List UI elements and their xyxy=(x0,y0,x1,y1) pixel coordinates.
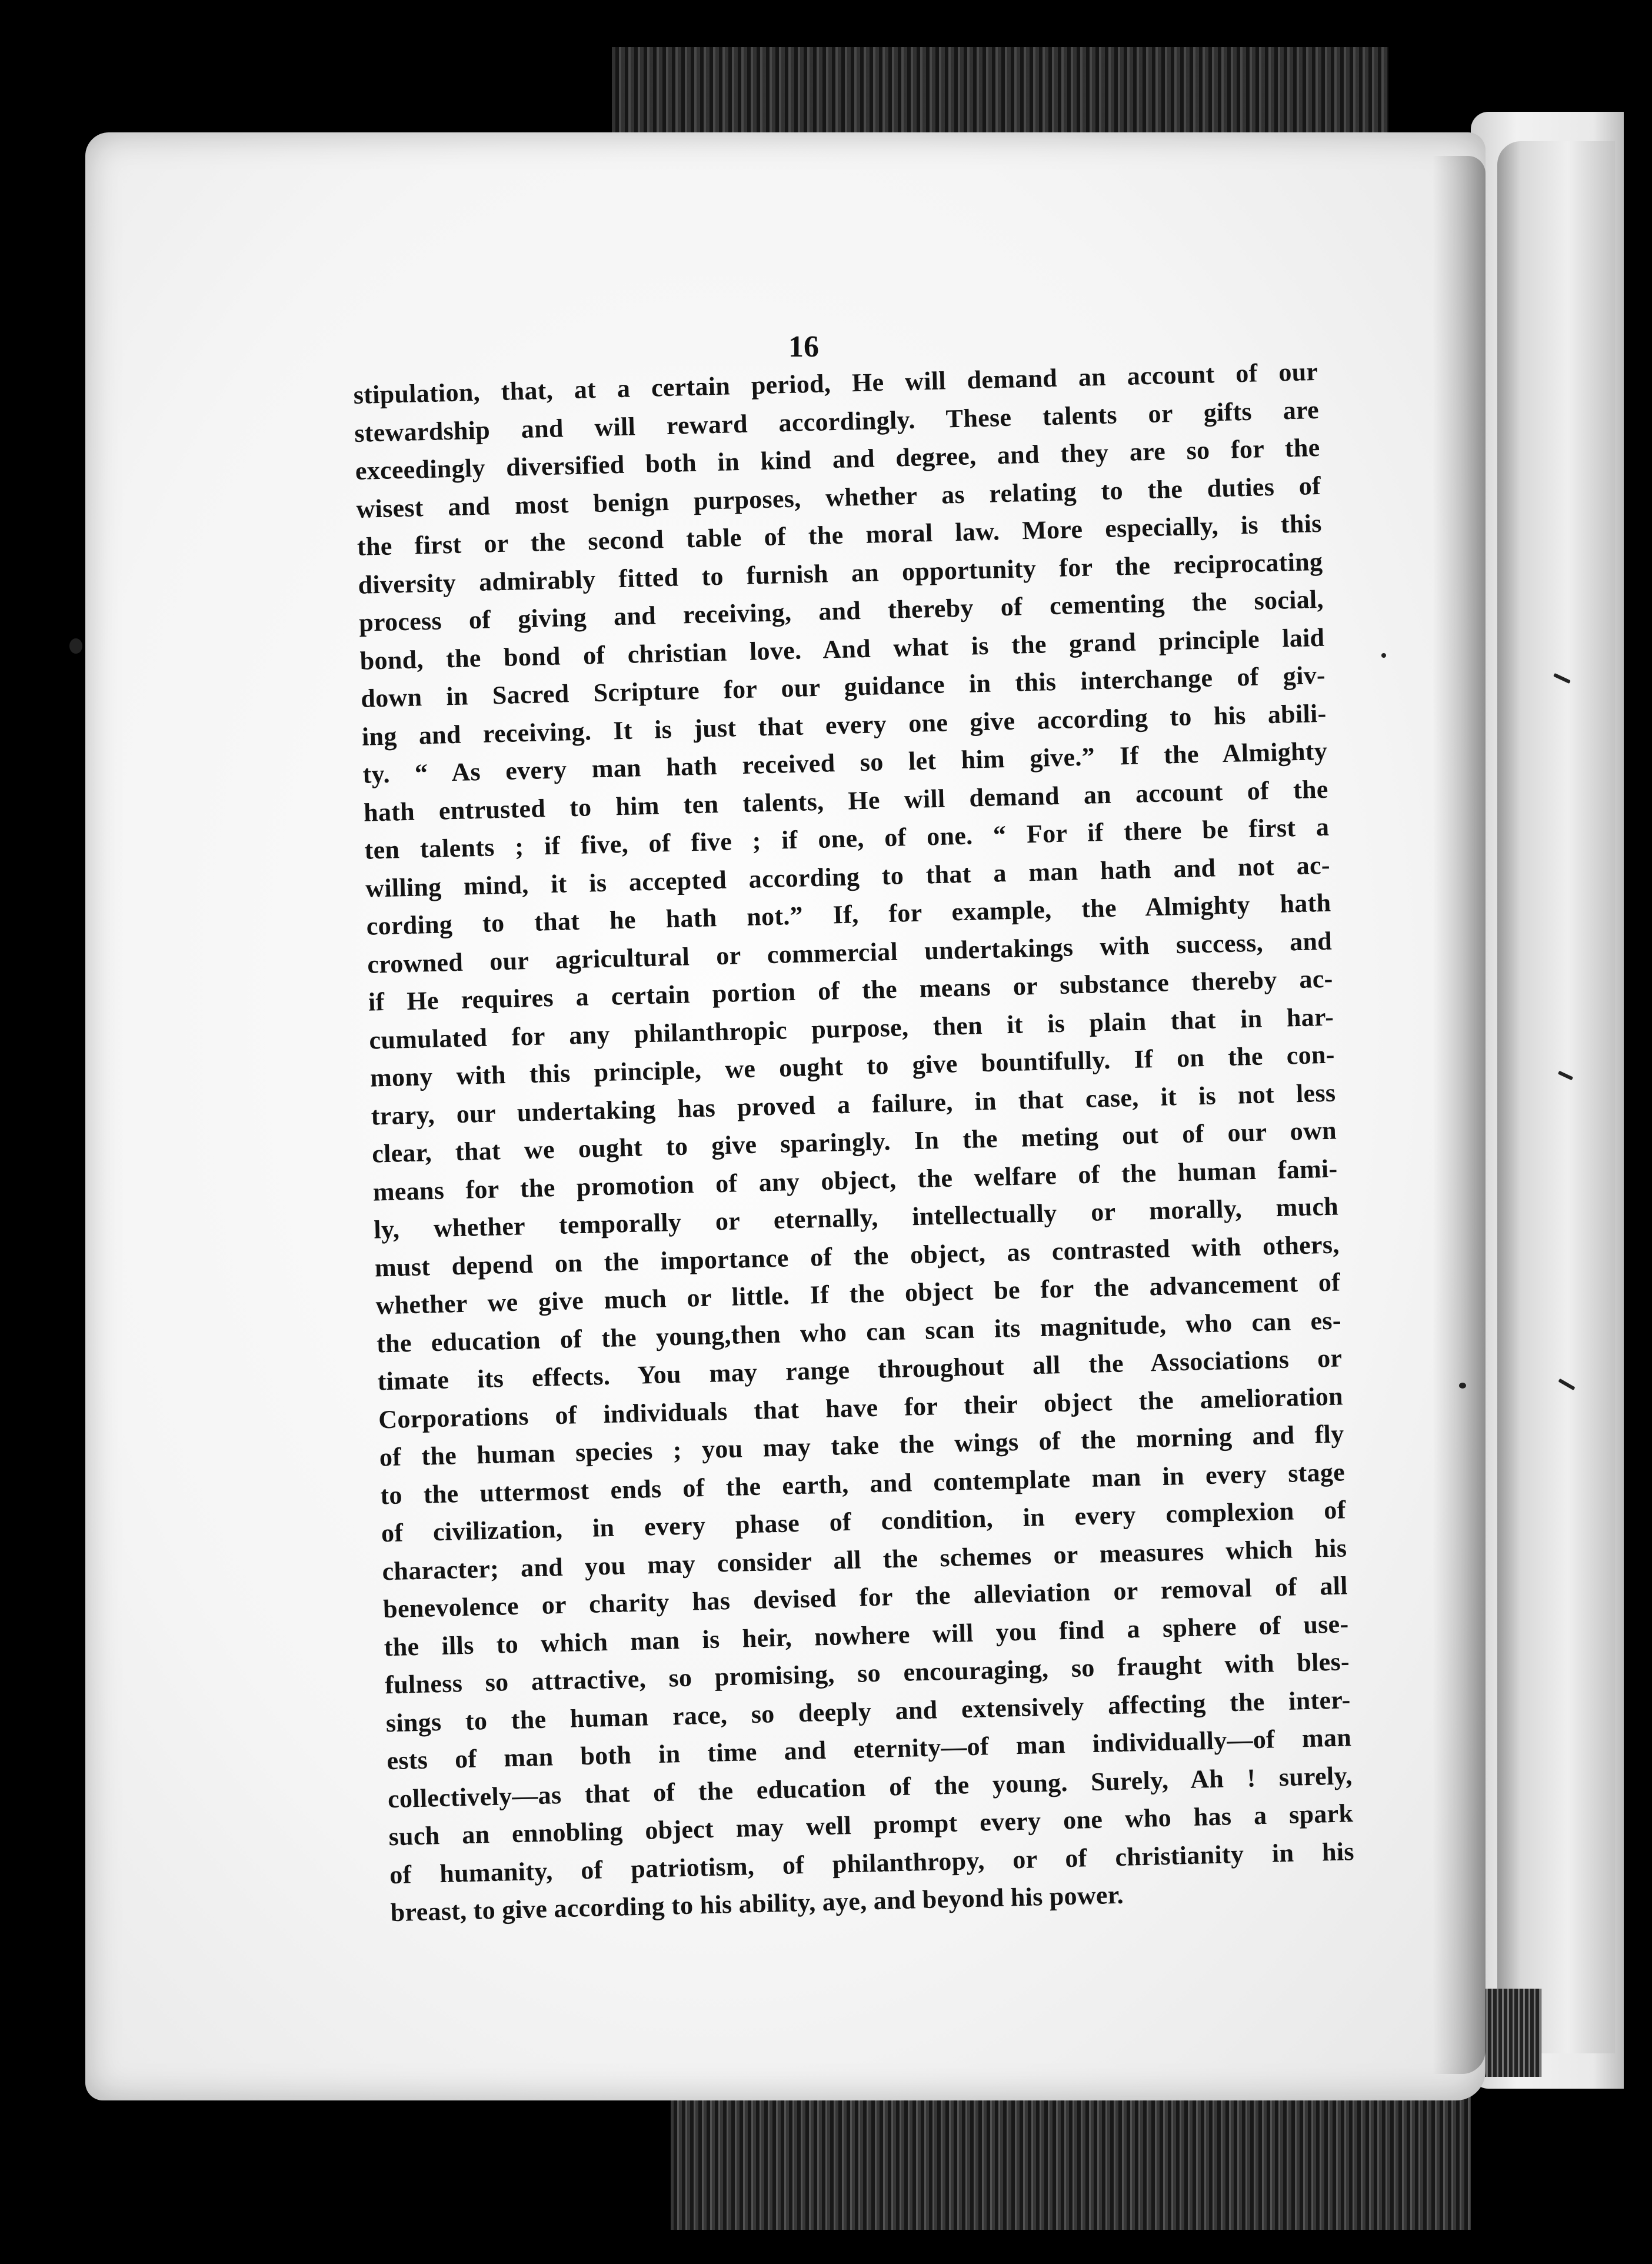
text-line: fulness so attractive, so promising, so encouraging, so fraught with bles- xyxy=(384,1647,1350,1700)
text-line: breast, to give according to his ability, aye, and beyond his power. xyxy=(390,1880,1124,1927)
ink-speck xyxy=(1381,653,1386,658)
text-line: the first or the second table of the moral law. More especially, is this xyxy=(357,508,1323,561)
text-line: willing mind, it is accepted according to that a man hath and not ac- xyxy=(365,850,1331,903)
text-line: ing and receiving. It is just that every one give according to his abili- xyxy=(361,698,1327,751)
text-line: ests of man both in time and eternity—of man individually—of man xyxy=(386,1723,1352,1776)
text-line: hath entrusted to him ten talents, He will demand an account of the xyxy=(363,774,1329,827)
text-line: stewardship and will reward accordingly. These talents or gifts are xyxy=(354,395,1320,448)
text-line: of the human species ; you may take the wings of the morning and fly xyxy=(379,1419,1345,1472)
text-line: diversity admirably fitted to furnish an opportunity for the reciprocating xyxy=(358,547,1323,600)
text-line: to the uttermost ends of the earth, and contemplate man in every stage xyxy=(379,1457,1345,1510)
page-number: 16 xyxy=(788,330,819,364)
text-line: exceedingly diversified both in kind and degree, and they are so for the xyxy=(355,432,1321,485)
text-line: whether we give much or little. If the object be for the advancement of xyxy=(375,1267,1341,1320)
text-line: must depend on the importance of the object, as contrasted with others, xyxy=(374,1229,1340,1283)
text-line: crowned our agricultural or commercial undertakings with success, and xyxy=(367,926,1333,979)
text-line: wisest and most benign purposes, whether as relating to the duties of xyxy=(355,471,1321,524)
text-line: the education of the young,then who can scan its magnitude, who can es- xyxy=(376,1305,1342,1359)
text-line: of civilization, in every phase of condition, in every complexion of xyxy=(381,1495,1347,1548)
text-line: bond, the bond of christian love. And what is the grand principle laid xyxy=(359,622,1325,675)
text-line: down in Sacred Scripture for our guidance in this interchange of giv- xyxy=(360,660,1326,713)
text-line: cording to that he hath not.” If, for example, the Almighty hath xyxy=(366,888,1331,941)
text-line: ty. “ As every man hath received so let him give.” If the Almighty xyxy=(362,736,1328,789)
text-line: if He requires a certain portion of the means or substance thereby ac- xyxy=(368,964,1334,1017)
text-line: process of giving and receiving, and thereby of cementing the social, xyxy=(358,584,1324,637)
text-line: mony with this principle, we ought to give bountifully. If on the con- xyxy=(369,1040,1335,1093)
text-line: clear, that we ought to give sparingly. In the meting out of our own xyxy=(371,1116,1337,1168)
facing-page-inner-edge xyxy=(1497,141,1615,2053)
text-line: timate its effects. You may range throughout all the Associations or xyxy=(377,1343,1343,1396)
text-line: the ills to which man is heir, nowhere will you find a sphere of use- xyxy=(384,1609,1349,1662)
scanner-margin-bottom xyxy=(671,2095,1471,2230)
ink-speck xyxy=(69,638,82,654)
scanner-margin-top xyxy=(612,47,1388,141)
text-line: ten talents ; if five, of five ; if one, of one. “ For if there be first a xyxy=(364,812,1330,865)
ink-speck xyxy=(1459,1383,1466,1389)
body-text xyxy=(353,353,1355,1932)
text-line: trary, our undertaking has proved a failure, in that case, it is not less xyxy=(371,1078,1336,1131)
text-line: of humanity, of patriotism, of philanthropy, or of christianity in his xyxy=(389,1836,1355,1889)
text-line: ly, whether temporally or eternally, intellectually or morally, much xyxy=(373,1191,1339,1244)
text-line: sings to the human race, so deeply and extensively affecting the inter- xyxy=(385,1684,1351,1737)
text-line: stipulation, that, at a certain period, He will demand an account of our xyxy=(353,357,1318,409)
text-line: character; and you may consider all the schemes or measures which his xyxy=(382,1533,1347,1586)
text-line: such an ennobling object may well prompt every one who has a spark xyxy=(388,1799,1354,1852)
text-line: benevolence or charity has devised for the alleviation or removal of all xyxy=(382,1571,1348,1624)
text-line: means for the promotion of any object, the welfare of the human fami- xyxy=(372,1154,1338,1207)
text-line: Corporations of individuals that have for their object the amelioration xyxy=(378,1381,1344,1434)
text-line: collectively—as that of the education of the young. Surely, Ah ! surely, xyxy=(387,1760,1353,1813)
text-line: cumulated for any philanthropic purpose, then it is plain that in har- xyxy=(368,1002,1334,1055)
